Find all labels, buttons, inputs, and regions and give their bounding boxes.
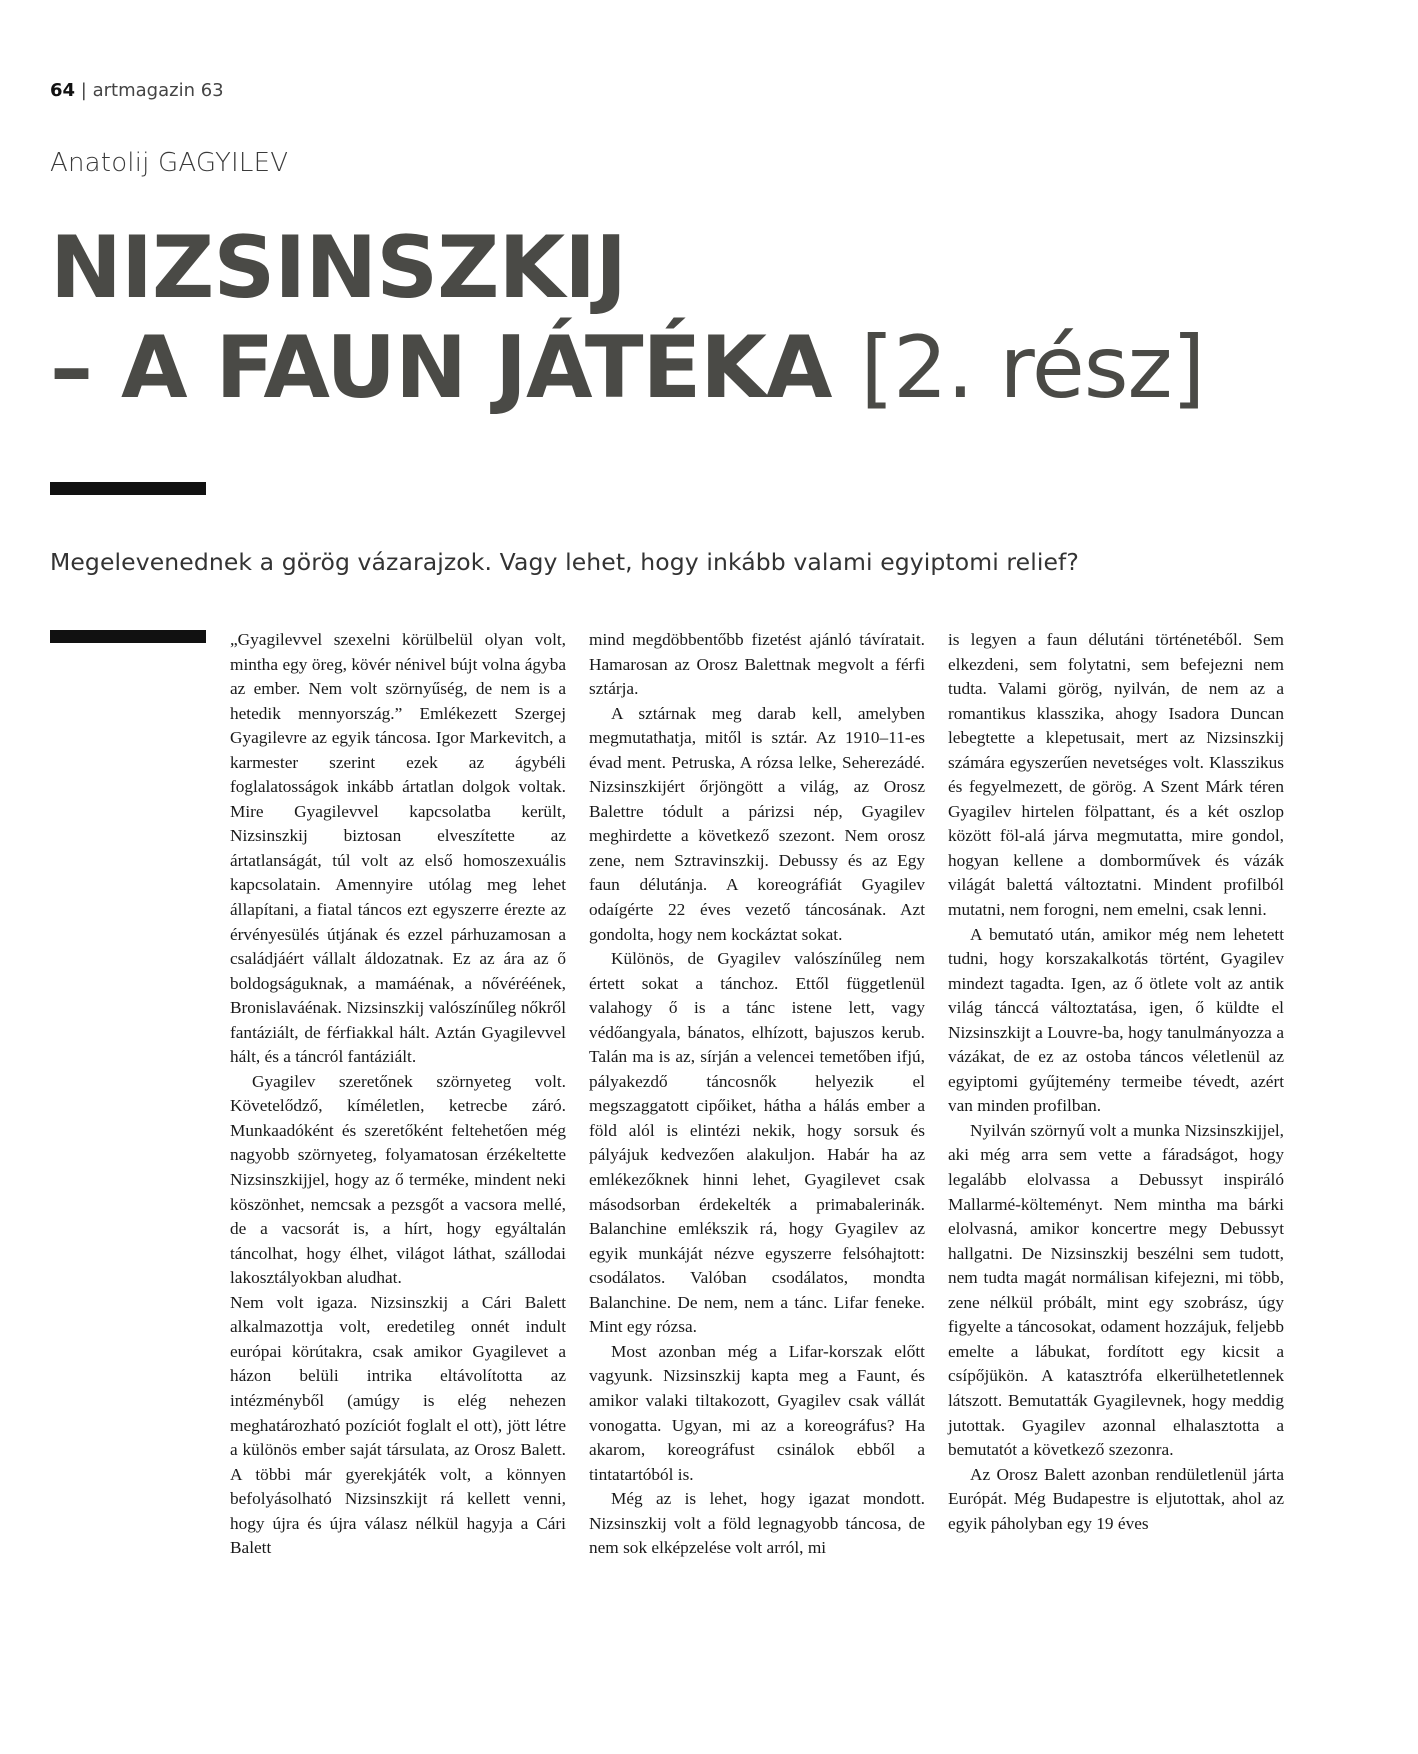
paragraph: Gyagilev szeretőnek szörnyeteg volt. Követelődző, kíméletlen, ketrecbe záró. Munkaadóként és szeretőként feltehetően még nagyobb szörnyeteg, folyamatosan érzékeltette Nizsinszkijjel, hogy az ő terméke, mindent neki köszönhet, nemcsak a pezsgőt a vacsora mellé, de a vacsorát is, a hírt, hogy egyáltalán táncolhat, hogy élhet, világot láthat, szállodai lakosztályokban aludhat. bbox=[230, 1071, 566, 1288]
text-column-2 bbox=[589, 628, 925, 1561]
text-column-1 bbox=[230, 628, 566, 1561]
paragraph: Különös, de Gyagilev valószínűleg nem értett sokat a tánchoz. Ettől függetlenül valahogy ő is a tánc istene lett, vagy védőangyala, bánatos, elhízott, bajuszos kerub. Talán ma is az, sírján a velencei temetőben ifjú, pályakezdő táncosnők helyezik el megszaggatott cipőiket, hátha a hálás ember a föld alól is elintézi nekik, hogy sorsuk és pályájuk kedvezően alakuljon. Habár ha az emlékezőknek hinni lehet, Gyagilevet csak másodsorban érdekelték a primabalerinák. Balanchine emlékszik rá, hogy Gyagilev az egyik munkáját nézve egyszerre felsóhajtott: csodálatos. Valóban csodálatos, mondta Balanchine. De nem, nem a tánc. Lifar feneke. Mint egy rózsa. bbox=[589, 949, 925, 1337]
title-divider-bar bbox=[50, 482, 206, 495]
paragraph: Nem volt igaza. Nizsinszkij a Cári Balett alkalmazottja volt, eredetileg onnét indult európai körútakra, csak amikor Gyagilevet a házon belüli intrika eltávolította az intézményből (amúgy is elég nehezen meghatározható pozíciót foglalt el ott), jött létre a különös ember saját társulata, az Orosz Balett. A többi már gyerekjáték volt, a könnyen befolyásolható Nizsinszkijt rá kellett venni, hogy újra és újra válasz nélkül hagyja a Cári Balett bbox=[230, 1292, 566, 1558]
text-column-3 bbox=[948, 628, 1284, 1536]
title-line-2 bbox=[50, 318, 1204, 418]
header-separator: | bbox=[80, 80, 87, 101]
paragraph: A sztárnak meg darab kell, amelyben megmutathatja, mitől is sztár. Az 1910–11-es évad ment. Petruska, A rózsa lelke, Seherezádé. Nizsinszkijért őrjöngött a világ, az Orosz Balettre tódult a párizsi nép, Gyagilev meghirdette a következő szezont. Nem orosz zene, nem Sztravinszkij. Debussy és az Egy faun délutánja. A koreográfiát Gyagilev odaígérte 22 éves vezető táncosának. Azt gondolta, hogy nem kockáztat sokat. bbox=[589, 703, 925, 944]
lead-paragraph: Megelevenednek a görög vázarajzok. Vagy lehet, hogy inkább valami egyiptomi relief? bbox=[50, 548, 1079, 576]
article-title bbox=[50, 218, 1204, 418]
magazine-name: artmagazin 63 bbox=[92, 80, 224, 101]
paragraph: Az Orosz Balett azonban rendületlenül járta Európát. Még Budapestre is eljutottak, ahol az egyik páholyban egy 19 éves bbox=[948, 1464, 1284, 1533]
paragraph: „Gyagilevvel szexelni körülbelül olyan volt, mintha egy öreg, kövér nénivel bújt volna ágyba az ember. Nem volt szörnyűség, de nem is a hetedik mennyország.” Emlékezett Szergej Gyagilevre az egyik táncosa. Igor Markevitch, a karmester szerint ezek az ágybéli foglalatosságok inkább ártatlan dolgok voltak. Mire Gyagilevvel kapcsolatba került, Nizsinszkij biztosan elveszítette az ártatlanságát, túl volt az első homoszexuális kapcsolatain. Amennyire utólag meg lehet állapítani, a fiatal táncos ezt egyszerre érezte az érvényesülés útjának és ezzel párhuzamosan a családjáért vállalt áldozatnak. Ez az ára az ő boldogságuknak, a mamáénak, a nővéréének, Bronislaváénak. Nizsinszkij valószínűleg nőkről fantáziált, de férfiakkal hált. Aztán Gyagilevvel hált, és a táncról fantáziált. bbox=[230, 630, 566, 1067]
paragraph: is legyen a faun délutáni történetéből. Sem elkezdeni, sem folytatni, sem befejezni nem tudta. Valami görög, nyilván, de nem az a romantikus klasszika, ahogy Isadora Duncan lebegtette a klepetusait, mert az Nizsinszkij számára egyszerűen nevetséges volt. Klasszikus és fegyelmezett, de görög. A Szent Márk téren Gyagilev hirtelen fölpattant, és a két oszlop között föl-alá járva megmutatta, mire gondol, hogyan kellene a domborművek és vázák világát balettá változtatni. Mindent profilból mutatni, nem forogni, nem emelni, csak lenni. bbox=[948, 630, 1284, 920]
paragraph: Nyilván szörnyű volt a munka Nizsinszkijjel, aki még arra sem vette a fáradságot, hogy legalább elolvassa a Debussyt inspiráló Mallarmé-költeményt. Nem mintha ma bárki elolvasná, amikor koncertre megy Debussyt hallgatni. De Nizsinszkij beszélni sem tudott, nem tudta magát normálisan kifejezni, mi több, zene nélkül próbált, mint egy szobrász, úgy figyelte a táncosokat, odament hozzájuk, feljebb emelte a lábukat, fordított egy kicsit a csípőjükön. A katasztrófa elkerülhetetlennek látszott. Bemutatták Gyagilevnek, hogy meddig jutottak. Gyagilev azonnal elhalasztotta a bemutatót a következő szezonra. bbox=[948, 1120, 1284, 1460]
paragraph: Még az is lehet, hogy igazat mondott. Nizsinszkij volt a föld legnagyobb táncosa, de nem sok elképzelése volt arról, mi bbox=[589, 1489, 925, 1558]
author-name: Anatolij GAGYILEV bbox=[50, 148, 289, 178]
title-line-2-bold: – A FAUN JÁTÉKA bbox=[50, 318, 832, 418]
body-start-bar bbox=[50, 630, 206, 643]
paragraph: mind megdöbbentőbb fizetést ajánló távíratait. Hamarosan az Orosz Balettnak megvolt a férfi sztárja. bbox=[589, 630, 925, 699]
paragraph: A bemutató után, amikor még nem lehetett tudni, hogy korszakalkotás történt, Gyagilev mindezt tagadta. Igen, az ő ötlete volt az antik világ tánccá változtatása, igen, ő küldte el Nizsinszkijt a Louvre-ba, hogy tanulmányozza a vázákat, de ez az ostoba táncos véletlenül az egyiptomi gyűjtemény termeibe tévedt, azért van minden profilban. bbox=[948, 924, 1284, 1116]
paragraph: Most azonban még a Lifar-korszak előtt vagyunk. Nizsinszkij kapta meg a Faunt, és amikor valaki tiltakozott, Gyagilev csak vállát vonogatta. Ugyan, mi az a koreográfus? Ha akarom, koreográfust csinálok ebből a tintatartóból is. bbox=[589, 1341, 925, 1484]
title-part-label: [2. rész] bbox=[860, 318, 1205, 418]
page-header bbox=[50, 80, 224, 101]
page-number: 64 bbox=[50, 80, 76, 101]
title-line-1: NIZSINSZKIJ bbox=[50, 218, 627, 318]
